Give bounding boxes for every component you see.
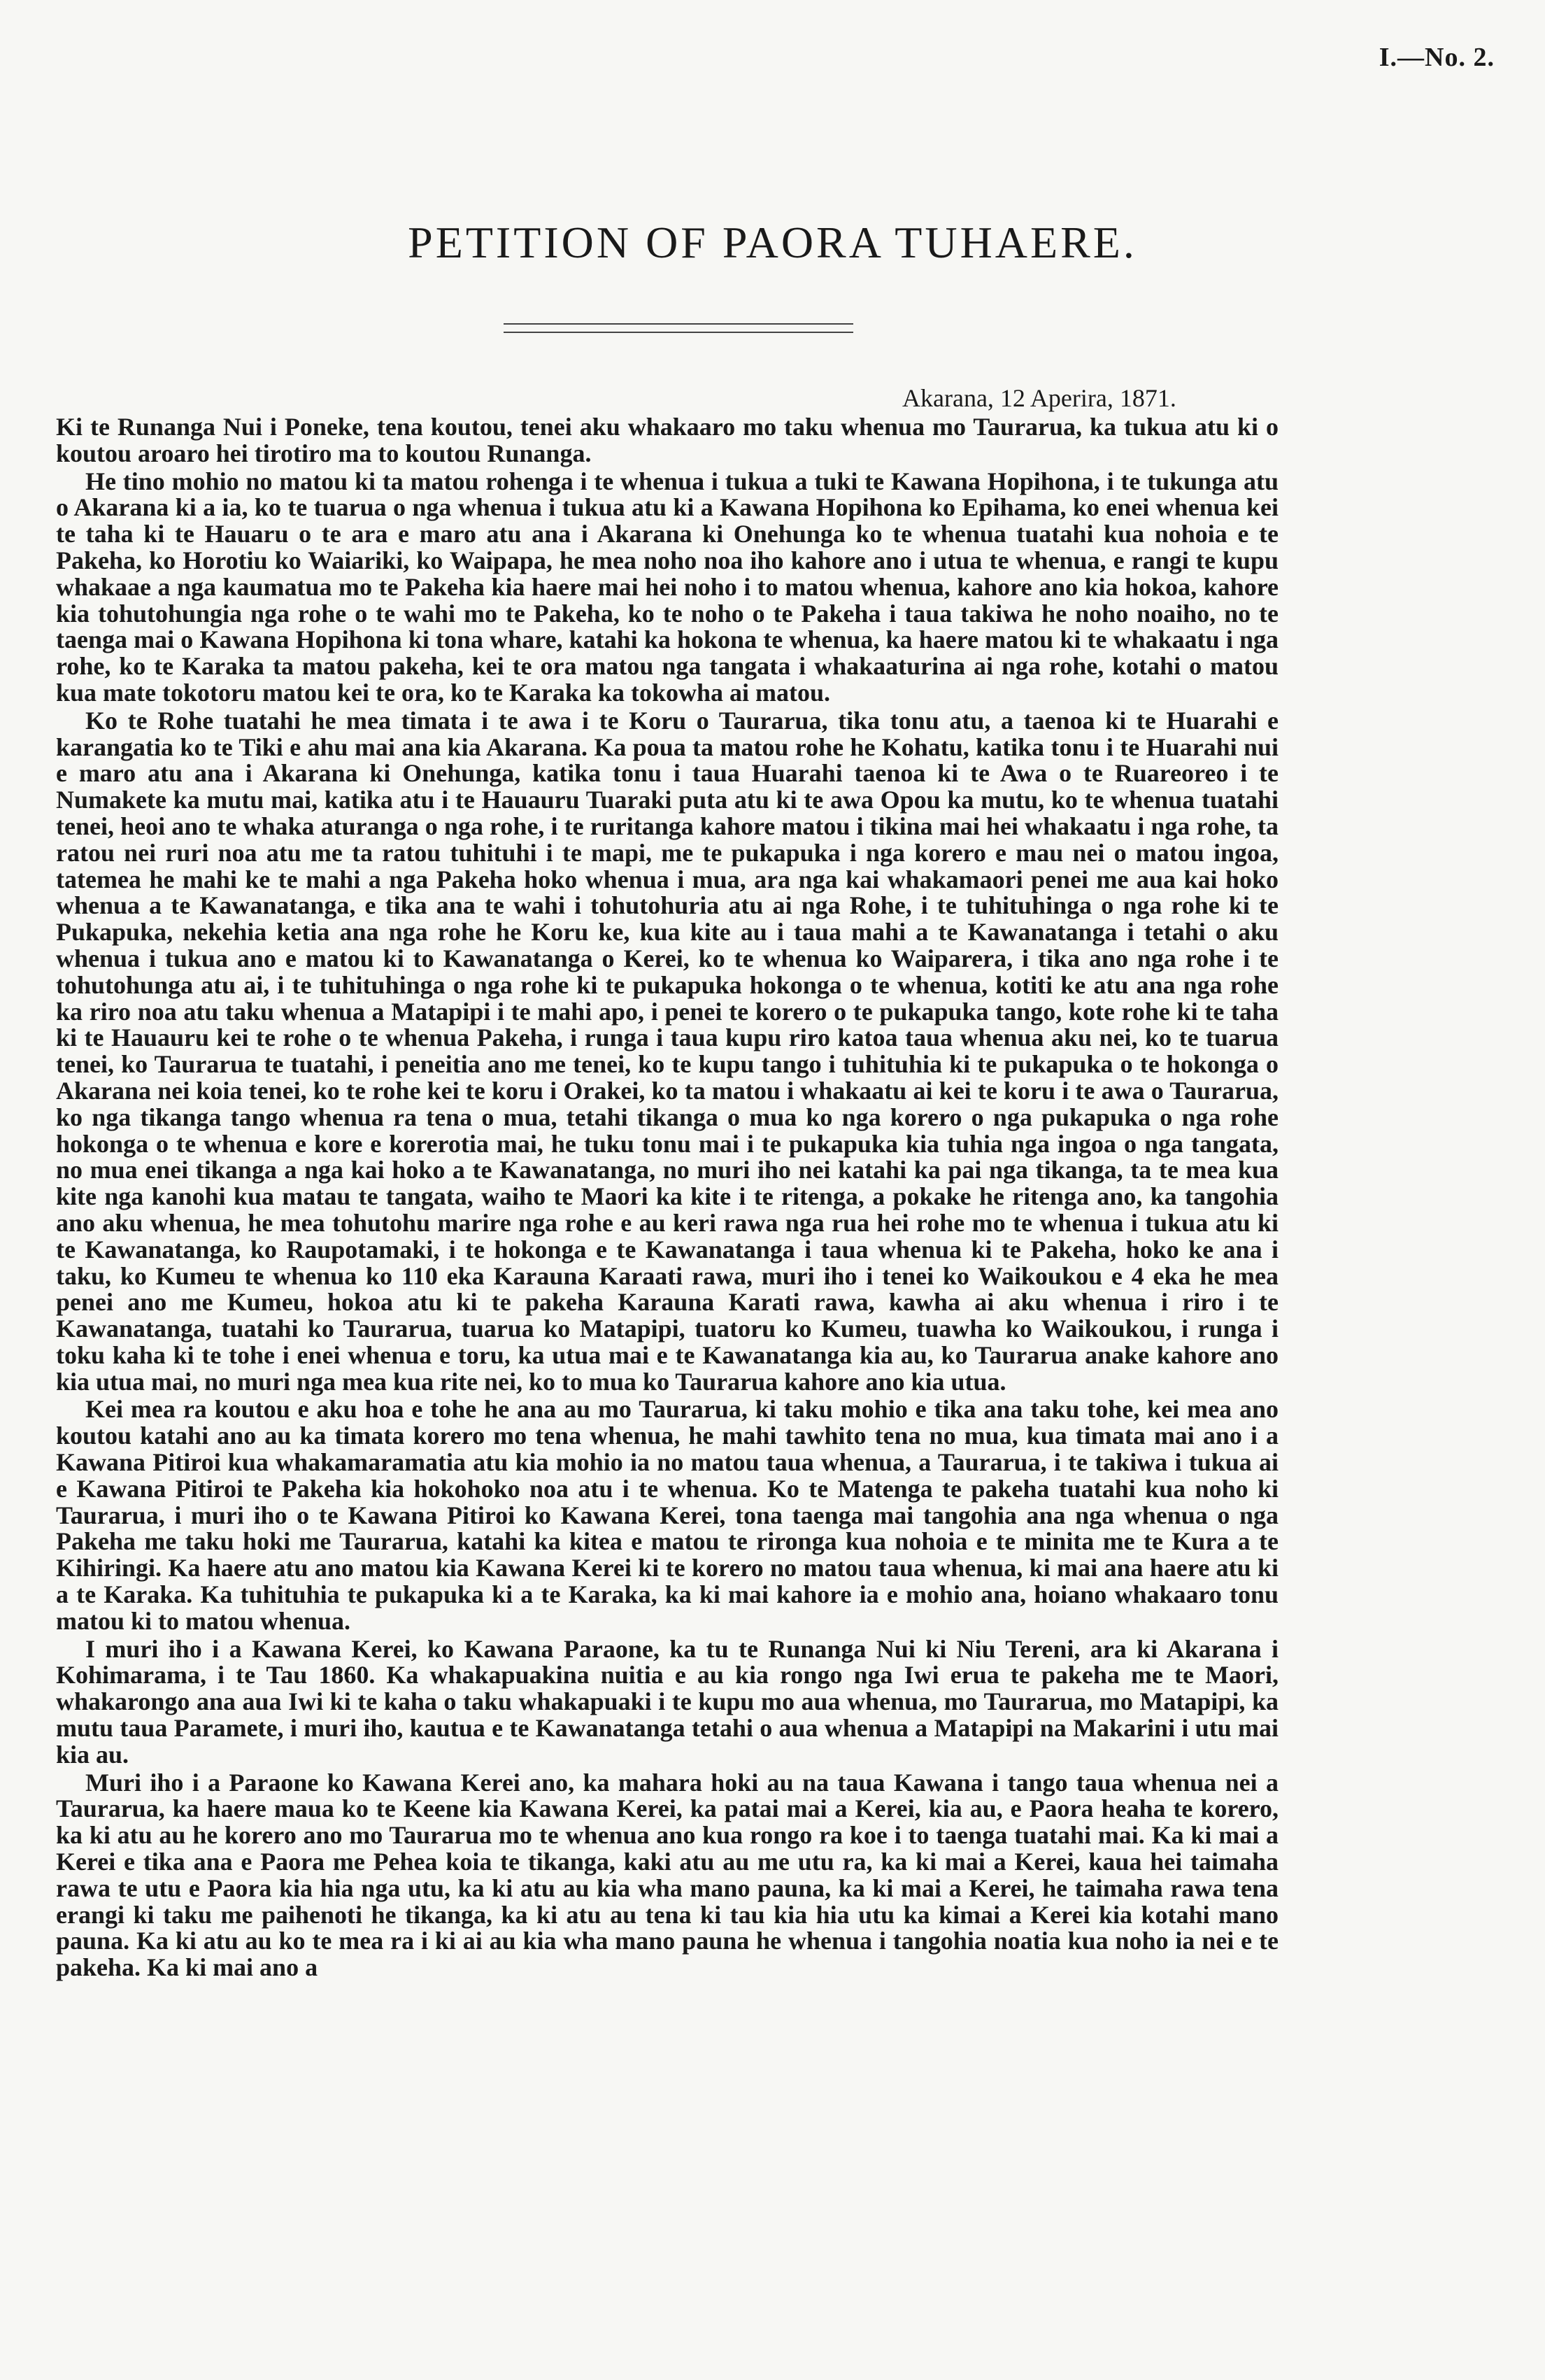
paragraph: I muri iho i a Kawana Kerei, ko Kawana Paraone, ka tu te Runanga Nui ki Niu Tereni, ara ki Akarana i Kohimarama, i te Tau 1860. Ka whakapuakina nuitia e au kia rongo nga Iwi erua te pakeha me te Maori, whakarongo ana aua Iwi ki te kaha o taku whakapuaki i te kupu mo aua whenua, mo Taurarua, mo Matapipi, ka mutu taua Paramete, i muri iho, kautua e te Kawanatanga tetahi o aua whenua a Matapipi na Makarini i utu mai kia au.: [56, 1634, 1279, 1769]
title-rule-bottom: [504, 332, 853, 333]
paragraph: Kei mea ra koutou e aku hoa e tohe he ana au mo Taurarua, ki taku mohio e tika ana taku tohe, kei mea ano koutou katahi ano au ka timata korero mo tena whenua, he mahi tawhito tena no mua, kua timata mai ano i a Kawana Pitiroi kua whakamaramatia atu kia mohio ia no matou taua whenua, a Taurarua, i te takiwa i tukua ai e Kawana Pitiroi te Pakeha kia hokohoko noa atu i te whenua. Ko te Matenga te pakeha tuatahi kua noho ki Taurarua, i muri iho o te Kawana Pitiroi ko Kawana Kerei, tona taenga mai tangohia ana nga whenua o nga Pakeha me taku hoki me Taurarua, katahi ka kitea e matou te rironga kua nohoia e te minita me te Kura a te Kihiringi. Ka haere atu ano matou kia Kawana Kerei ki te korero no matou taua whenua, ki mai ana haere atu ki a te Karaka. Ka tuhituhia te pukapuka ki a te Karaka, ka ki mai kahore ia e mohio ana, hoiano whakaaro tonu matou ki to matou whenua.: [56, 1395, 1279, 1635]
document-reference: I.—No. 2.: [1379, 43, 1495, 72]
petition-body: [56, 414, 1279, 1981]
paragraph: He tino mohio no matou ki ta matou rohenga i te whenua i tukua a tuki te Kawana Hopihona, i te tukunga atu o Akarana ki a ia, ko te tuarua o nga whenua i tukua atu ki a Kawana Hopihona ko Epihama, ko enei whenua kei te taha ki te Hauaru o te ara e maro atu ana i Akarana ki Onehunga ko te whenua tuatahi kua nohoia e te Pakeha, ko Horotiu ko Waiariki, ko Waipapa, he mea noho noa iho kahore ano i utua te whenua, e rangi te kupu whakaae a nga kaumatua mo te Pakeha kia haere mai hei noho i to matou whenua, kahore ano kia hokoa, kahore kia tohutohungia nga rohe o te wahi mo te Pakeha, ko te noho o te Pakeha i taua takiwa he noho noaiho, no te taenga mai o Kawana Hopihona ki tona whare, katahi ka hokona te whenua, ka haere matou ki te whakaatu i nga rohe, ko te Karaka ta matou pakeha, kei te ora matou nga tangata i whakaaturina ai nga rohe, kotahi o matou kua mate tokotoru matou kei te ora, ko te Karaka ka tokowha ai matou.: [56, 467, 1279, 707]
paragraph: Ki te Runanga Nui i Poneke, tena koutou, tenei aku whakaaro mo taku whenua mo Taurarua, ka tukua atu ki o koutou aroaro hei tirotiro ma to koutou Runanga.: [56, 413, 1279, 467]
title-rule-top: [504, 323, 853, 325]
dateline: Akarana, 12 Aperira, 1871.: [902, 384, 1176, 412]
paragraph: Muri iho i a Paraone ko Kawana Kerei ano, ka mahara hoki au na taua Kawana i tango taua whenua nei a Taurarua, ka haere maua ko te Keene kia Kawana Kerei, ka patai mai a Kerei, kia au, e Paora heaha te korero, ka ki atu au he korero ano mo Taurarua mo te whenua ano kua rongo ra koe i to taenga tuatahi mai. Ka ki mai a Kerei e tika ana e Paora me Pehea koia te tikanga, kaki atu au me utu ra, ka ki mai a Kerei, kaua hei taimaha rawa te utu e Paora kia hia nga utu, ka ki atu au kia wha mano pauna, ka ki mai a Kerei, he taimaha rawa tena erangi ki taku me paihenoti he tikanga, ka ki atu au tena ki tau kia hia utu ka kimai a Kerei kia kotahi mano pauna. Ka ki atu au ko te mea ra i ki ai au kia wha mano pauna he whenua i tangohia noatia kua noho ia nei e te pakeha. Ka ki mai ano a: [56, 1768, 1279, 1982]
paragraph: Ko te Rohe tuatahi he mea timata i te awa i te Koru o Taurarua, tika tonu atu, a taenoa ki te Huarahi e karangatia ko te Tiki e ahu mai ana kia Akarana. Ka poua ta matou rohe he Kohatu, katika tonu i te Huarahi nui e maro atu ana i Akarana ki Onehunga, katika tonu i taua Huarahi taenoa ki te Awa o te Ruareoreo i te Numakete ka mutu mai, katika atu i te Hauauru Tuaraki puta atu ki te awa Opou ka mutu, ko te whenua tuatahi tenei, heoi ano te whaka aturanga o nga rohe, i te ruritanga kahore matou i tikina mai hei whakaatu i nga rohe, ta ratou nei ruri noa atu me ta ratou tuhituhi i te mapi, me te pukapuka i nga korero e mau nei o matou ingoa, tatemea he mahi ke te mahi a nga Pakeha hoko whenua i mua, ara nga kai whakamaori penei me aua kai hoko whenua a te Kawanatanga, e tika ana te wahi i tohutohuria atu ai nga Rohe, i te tuhituhinga o nga rohe ki te Pukapuka, nekehia ketia ana nga rohe he Koru ke, kua kite au i taua mahi a te Kawanatanga i tetahi o aku whenua i tukua ano e matou ki to Kawanatanga o Kerei, ko te whenua ko Waiparera, i tika ano nga rohe i te tohutohunga atu ai, i te tuhituhinga o nga rohe ki te pukapuka hokonga o te whenua, kotiti ke atu ana nga rohe ka riro noa atu taku whenua a Matapipi i te mahi apo, i penei te korero o te pukapuka tango, kote rohe ki te taha ki te Hauauru kei te rohe o te whenua Pakeha, i runga i taua kupu riro katoa taua whenua aku nei, ko te tuarua tenei, ko Taurarua te tuatahi, i peneitia ano me tenei, ko te kupu tango i tuhituhia ki te pukapuka o te hokonga o Akarana nei koia tenei, ko te rohe kei te koru i Orakei, ko ta matou i whakaatu ai kei te koru i te awa o Taurarua, ko nga tikanga tango whenua ra tena o mua, tetahi tikanga o mua ko nga korero o nga pukapuka o nga rohe hokonga o te whenua e kore e korerotia mai, he tuku tonu mai i te pukapuka kia tuhia nga ingoa o nga tangata, no mua enei tikanga a nga kai hoko a te Kawanatanga, no muri iho nei katahi ka pai nga tikanga, ta te mea kua kite nga kanohi kua matau te tangata, waiho te Maori ka kite i te ritenga, a pokake he ritenga ano, ka tangohia ano aku whenua, he mea tohutohu marire nga rohe e au keri rawa nga rua hei rohe mo te whenua i tukua atu ki te Kawanatanga, ko Raupotamaki, i te hokonga e te Kawanatanga i taua whenua ki te Pakeha, hoko ke ana i taku, ko Kumeu te whenua ko 110 eka Karauna Karaati rawa, muri iho i tenei ko Waikoukou e 4 eka he mea penei ano me Kumeu, hokoa atu ki te pakeha Karauna Karati rawa, kawha ai aku whenua i riro i te Kawanatanga, tuatahi ko Taurarua, tuarua ko Matapipi, tuatoru ko Kumeu, tuawha ko Waikoukou, i runga i toku kaha ki te tohe i enei whenua e toru, ka utua mai e te Kawanatanga kia au, ko Taurarua anake kahore ano kia utua mai, no muri nga mea kua rite nei, ko to mua ko Taurarua kahore ano kia utua.: [56, 706, 1279, 1396]
document-title: PETITION OF PAORA TUHAERE.: [408, 218, 1137, 267]
